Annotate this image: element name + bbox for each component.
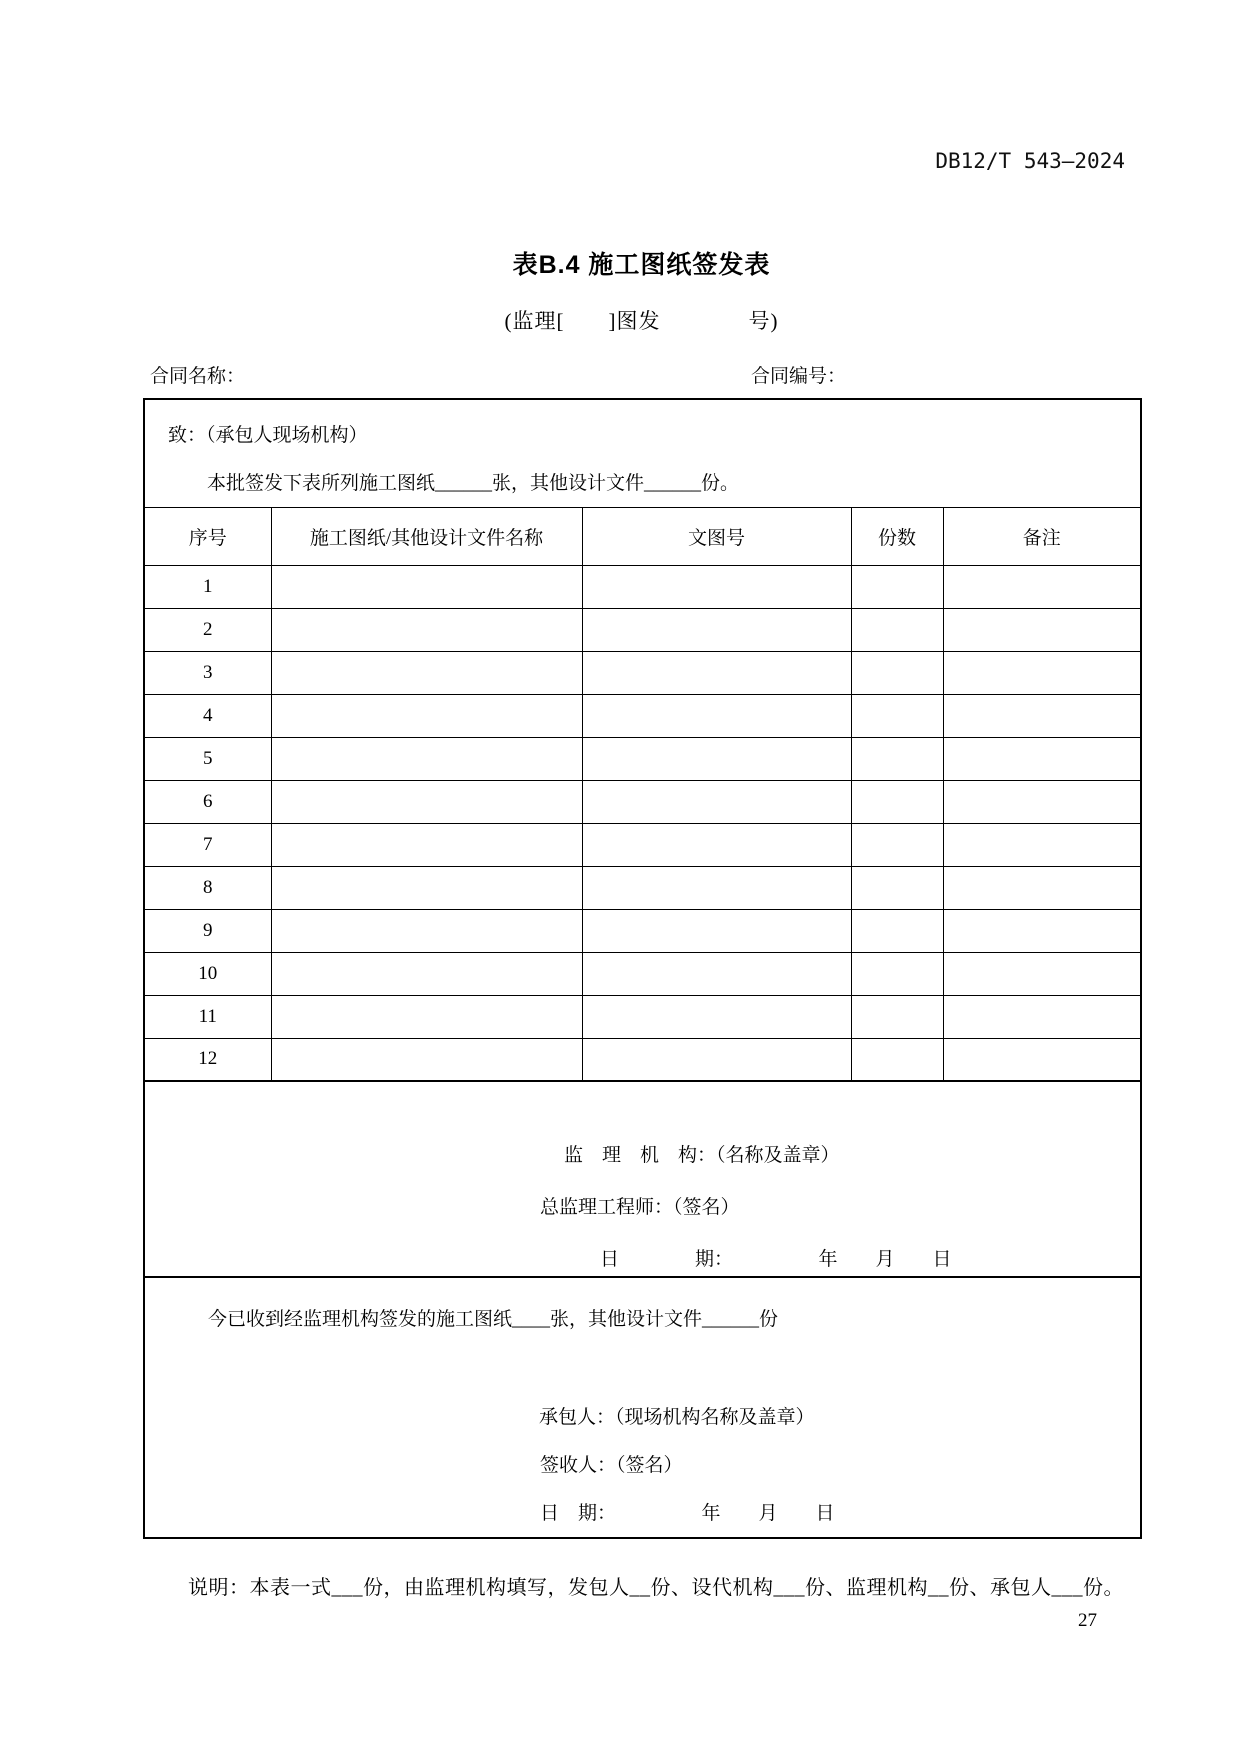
doc-no-cell [582,995,851,1038]
serial-cell: 7 [144,823,271,866]
serial-cell: 5 [144,737,271,780]
col-header-copies: 份数 [851,507,943,565]
table-row [144,737,1141,780]
table-row [144,823,1141,866]
receipt-row [144,1277,1141,1538]
doc-no-cell [582,565,851,608]
remark-cell [943,823,1141,866]
remark-cell [943,694,1141,737]
footer-note: 说明：本表一式___份，由监理机构填写，发包人__份、设代机构___份、监理机构__份、承包人___份。 [188,1577,1124,1599]
doc-no-cell [582,780,851,823]
column-header-row [144,507,1141,565]
table-row [144,780,1141,823]
table-row [144,866,1141,909]
doc-no-cell [582,952,851,995]
contractor-line: 承包人：（现场机构名称及盖章） [539,1407,815,1428]
serial-cell: 2 [144,608,271,651]
copies-cell [851,694,943,737]
serial-cell: 3 [144,651,271,694]
remark-cell [943,866,1141,909]
copies-cell [851,780,943,823]
table-row [144,909,1141,952]
copies-cell [851,866,943,909]
signer-line: 签收人：（签名） [540,1455,683,1476]
serial-cell: 9 [144,909,271,952]
name-cell [271,866,582,909]
receipt-cell [144,1277,1141,1538]
col-header-serial: 序号 [144,507,271,565]
supervisor-signature-row [144,1081,1141,1277]
table-title: 表B.4 施工图纸签发表 [512,251,771,279]
col-header-name: 施工图纸/其他设计文件名称 [271,507,582,565]
drawing-issuance-table [143,398,1142,1539]
copies-cell [851,608,943,651]
issue-reference-line: (监理[ ]图发 号) [504,309,779,333]
doc-no-cell [582,694,851,737]
remark-cell [943,565,1141,608]
serial-cell: 12 [144,1038,271,1081]
serial-cell: 8 [144,866,271,909]
remark-cell [943,1038,1141,1081]
copies-cell [851,1038,943,1081]
table-row [144,1038,1141,1081]
copies-cell [851,823,943,866]
addressee-line: 致：（承包人现场机构） [168,425,368,446]
remark-cell [943,737,1141,780]
table-row [144,608,1141,651]
contract-name-label: 合同名称： [150,366,246,387]
remark-cell [943,952,1141,995]
copies-cell [851,995,943,1038]
chief-engineer-line: 总监理工程师：（签名） [540,1197,740,1218]
table-row [144,565,1141,608]
copies-cell [851,651,943,694]
serial-cell: 10 [144,952,271,995]
name-cell [271,909,582,952]
copies-cell [851,737,943,780]
received-line: 今已收到经监理机构签发的施工图纸____张，其他设计文件______份 [208,1309,779,1330]
doc-no-cell [582,651,851,694]
copies-cell [851,952,943,995]
name-cell [271,694,582,737]
name-cell [271,565,582,608]
serial-cell: 4 [144,694,271,737]
supervisor-date-line: 日 期： 年 月 日 [600,1249,952,1270]
supervisor-org-line: 监 理 机 构：（名称及盖章） [564,1145,840,1166]
name-cell [271,823,582,866]
table-row [144,651,1141,694]
name-cell [271,608,582,651]
doc-no-cell [582,608,851,651]
serial-cell: 1 [144,565,271,608]
batch-issue-line: 本批签发下表所列施工图纸______张，其他设计文件______份。 [207,473,740,494]
addressee-row [144,399,1141,507]
doc-no-cell [582,737,851,780]
name-cell [271,737,582,780]
serial-cell: 11 [144,995,271,1038]
name-cell [271,1038,582,1081]
name-cell [271,952,582,995]
doc-no-cell [582,866,851,909]
table-row [144,952,1141,995]
remark-cell [943,651,1141,694]
standard-code: DB12/T 543—2024 [935,149,1125,173]
contract-no-label: 合同编号： [751,366,847,387]
col-header-doc-no: 文图号 [582,507,851,565]
receipt-date-line: 日 期： 年 月 日 [540,1503,835,1524]
remark-cell [943,995,1141,1038]
serial-cell: 6 [144,780,271,823]
doc-no-cell [582,1038,851,1081]
copies-cell [851,565,943,608]
supervisor-signature-cell [144,1081,1141,1277]
name-cell [271,651,582,694]
table-row [144,995,1141,1038]
name-cell [271,780,582,823]
name-cell [271,995,582,1038]
copies-cell [851,909,943,952]
table-row [144,694,1141,737]
doc-no-cell [582,909,851,952]
page-number: 27 [1078,1610,1097,1631]
contract-line [150,361,1140,388]
doc-no-cell [582,823,851,866]
addressee-cell [144,399,1141,507]
remark-cell [943,780,1141,823]
col-header-remark: 备注 [943,507,1141,565]
remark-cell [943,909,1141,952]
remark-cell [943,608,1141,651]
